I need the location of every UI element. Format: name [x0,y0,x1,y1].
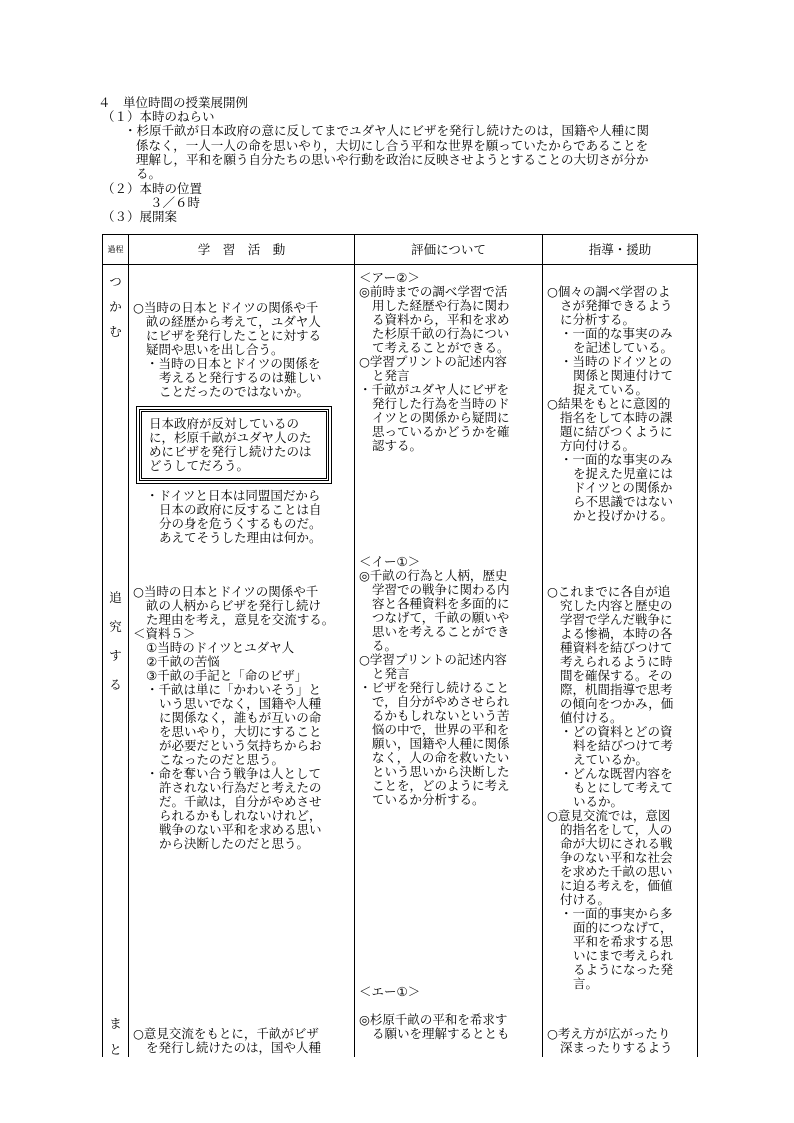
activity-column [129,265,355,1058]
position-value: ３／６時 [150,195,201,210]
evaluation-block-1: ＜アー②＞ ◎前時までの調べ学習で活 用した経歴や行為に関わ る資料から，平和を求め た杉原千畝の行為につい て考えることができる。 ○学習プリントの記述内容 と発言 ・千畝がユダヤ人にビザを 発行した行為を当時のド イツとの関係から疑問に 思っているかどうかを確 認する。 [359,270,510,453]
stage-tsuikyu: 追 究 す る [109,590,122,692]
position-title: （２）本時の位置 [102,181,203,196]
guidance-column [543,265,698,1058]
header-evaluation: 評価について [355,235,543,265]
evaluation-block-3: ＜エー①＞ ◎杉原千畝の平和を希求す る願いを理解するととも [359,984,510,1041]
table-header-row [103,235,698,265]
aim-line-2: 係なく，一人一人の命を思いやり，大切にし合う平和な世界を願っていたからであることを [136,138,649,153]
stage-column [103,265,129,1058]
aim-line-4: る。 [136,166,162,181]
header-stage: 過程 [103,235,129,265]
lesson-plan-table [102,234,698,1057]
evaluation-block-2: ＜イー①＞ ◎千畝の行為と人柄，歴史 学習での戦争に関わる内 容と各種資料を多面的に つなげて，千畝の願いや 思いを考えることができ る。 ○学習プリントの記述内容 と発言 ・ビザを発行し続けること で，自分がやめさせられ るかもしれないという苦 悩の中で，世界の平和を 願い，国籍や人種に関係 なく，人の命を救いたい という思いから決断した ことを，どのように考え ているか分析する。 [359,554,510,807]
guidance-block-1: ○個々の調べ学習のよ さが発揮できるよう に分析する。 ・一面的な事実のみ を記述している。 ・当時のドイツとの 関係と関連付けて 捉えている。 ○結果をもとに意図的 指名をして本時の課 題に結びつくように 方向付ける。 ・一面的な事実のみ を捉えた児童には ドイツとの関係か ら不思議ではない かと投げかける。 [547,284,674,523]
plan-title: （３）展開案 [102,209,178,224]
table-body-row [103,265,698,1058]
guidance-block-3: ○考え方が広がったり 深まったりするよう [547,1026,673,1055]
question-box: 日本政府が反対しているの に，杉原千畝がユダヤ人のた めにビザを発行し続けたのは どうしてだろう。 [139,409,329,481]
guidance-block-2: ○これまでに各自が追 究した内容と歴史の 学習で学んだ戦争に よる惨禍，本時の各 種資料を結びつけて 考えられるように時 間を確保する。その 際，机間指導で思考 の傾向をつかみ，価 値付ける。 ・どの資料とどの資 料を結びつけて考 えているか。 ・どんな既習内容を もとにして考えて いるか。 ○意見交流では，意図 的指名をして，人の 命が大切にされる戦 争のない平和な社会 を求めた千畝の思い に迫る考えを，価値 付ける。 ・一面的事実から多 面的につなげて， 平和を希求する思 いにまで考えられ るようになった発 言。 [547,584,674,991]
evaluation-column [355,265,543,1058]
aim-line-3: 理解し，平和を願う自分たちの思いや行動を政治に反映させようとすることの大切さが分か [136,152,649,167]
header-activity: 学 習 活 動 [129,235,355,265]
activity-block-1: ○当時の日本とドイツの関係や千 畝の経歴から考えて，ユダヤ人 にビザを発行したことに対する 疑問や思いを出し合う。 ・当時の日本とドイツの関係を 考えると発行するのは難しい ことだったのではないか。 日本政府が反対しているの に，杉原千畝がユダヤ人のた めにビザを発行し続けたのは どうしてだろう。 ・ドイツと日本は同盟国だから 日本の政府に反することは自 分の身を危うくするものだ。 あえてそうした理由は何か。 [133,301,350,545]
header-guidance: 指導・援助 [543,235,698,265]
activity-block-2: ○当時の日本とドイツの関係や千 畝の人柄からビザを発行し続け た理由を考え，意見を交流する。 ＜資料５＞ ①当時のドイツとユダヤ人 ②千畝の苦悩 ③千畝の手記と「命のビザ」 ・千畝は単に「かわいそう」と いう思いでなく，国籍や人種 に関係なく，誰もが互いの命 を思いやり，大切にすること が必要だという気持ちからお こなったのだと思う。 ・命を奪い合う戦争は人として 許されない行為だと考えたの だ。千畝は，自分がやめさせ られるかもしれないけれど， 戦争のない平和を求める思い から決断したのだと思う。 [133,584,335,851]
stage-tsukamu: つ か む [109,274,122,339]
stage-matome: ま と [109,1016,122,1057]
aim-line-1: ・杉原千畝が日本政府の意に反してまでユダヤ人にビザを発行し続けたのは，国籍や人種に関 [124,123,650,138]
aim-title: （１）本時のねらい [102,109,215,124]
activity-block-3: ○意見交流をもとに，千畝がビザ を発行し続けたのは，国や人種 [133,1026,322,1055]
section-heading: ４ 単位時間の授業展開例 [98,95,249,110]
